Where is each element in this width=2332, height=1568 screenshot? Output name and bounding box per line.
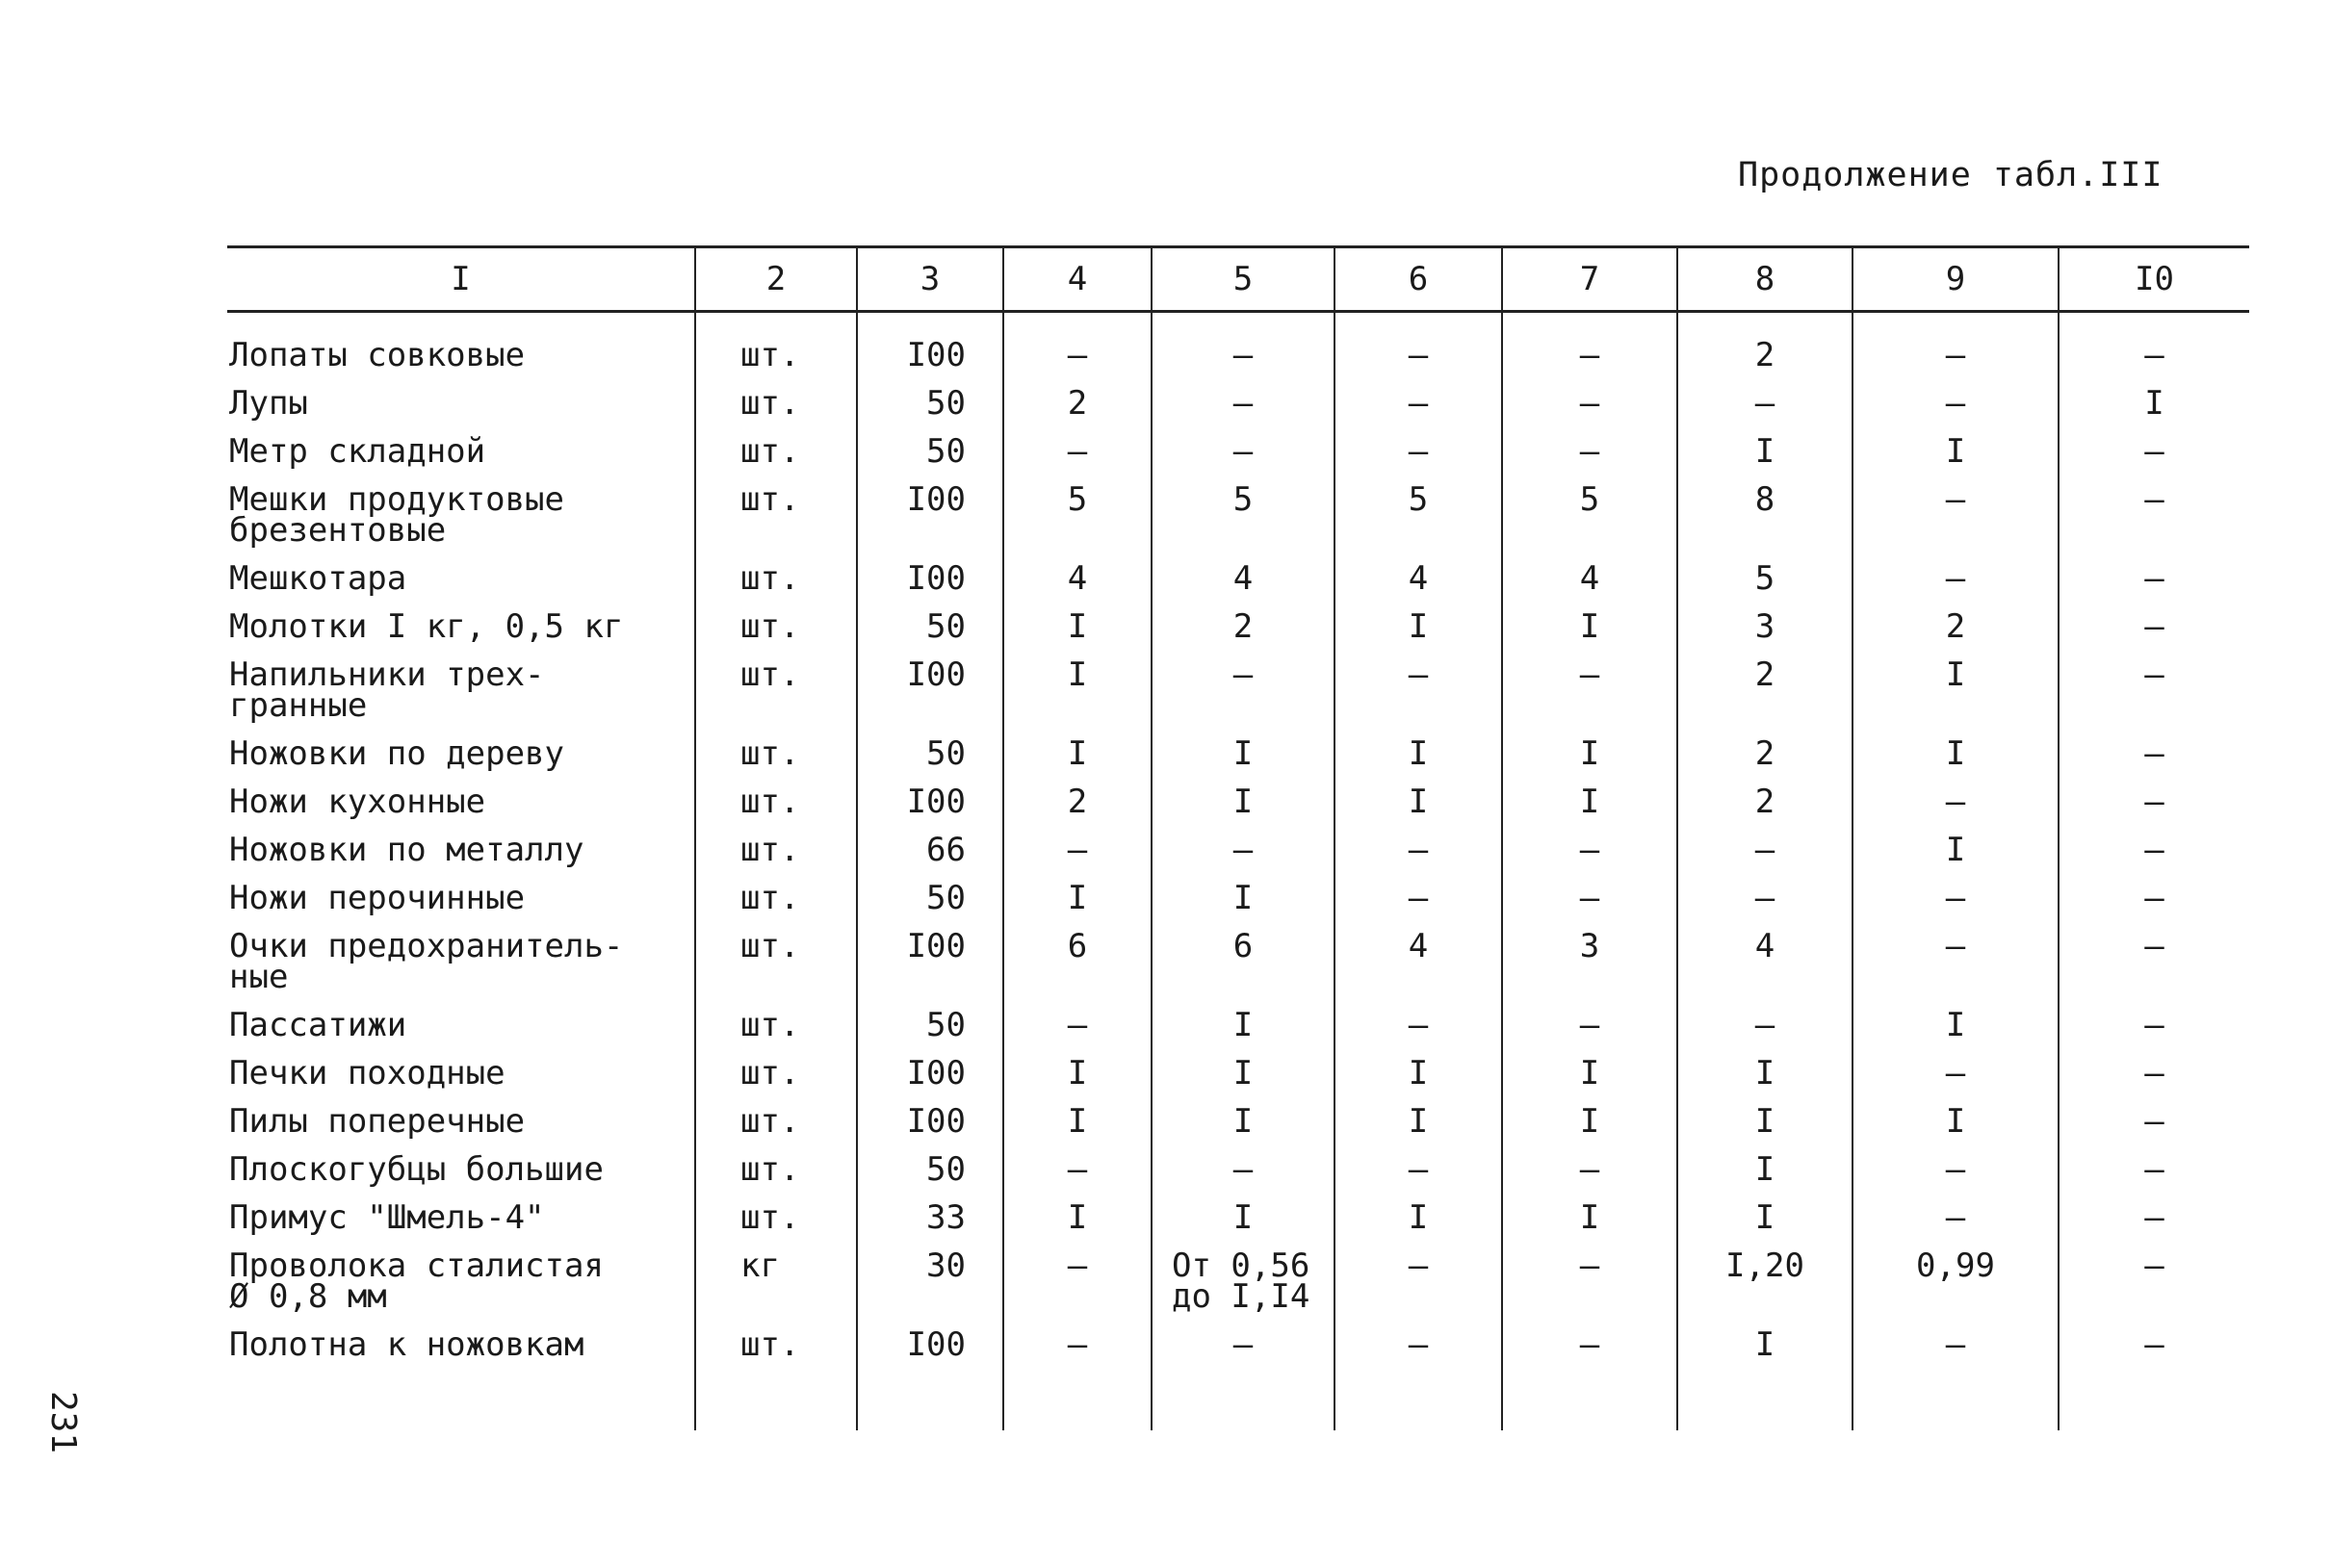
- quantity-cell: 50: [857, 436, 1003, 484]
- column-header-6: 6: [1334, 247, 1502, 312]
- table-row: [227, 883, 2249, 931]
- quantity-cell: 50: [857, 883, 1003, 931]
- value-cell-10: –: [2059, 563, 2249, 611]
- value-cell-9: 2: [1853, 611, 2059, 659]
- value-cell-7: –: [1502, 883, 1677, 931]
- value-cell-6: I: [1334, 1106, 1502, 1154]
- unit-cell: шт.: [695, 931, 857, 1010]
- item-name: Проволока сталистая Ø 0,8 мм: [229, 1247, 604, 1316]
- value-cell-6: –: [1334, 388, 1502, 436]
- item-name: Метр складной: [229, 432, 486, 471]
- value-cell-10: –: [2059, 1202, 2249, 1250]
- unit-cell: шт.: [695, 1154, 857, 1202]
- item-name: Полотна к ножовкам: [229, 1325, 584, 1364]
- empty-cell: [1334, 1377, 1502, 1430]
- value-cell-9: –: [1853, 1058, 2059, 1106]
- value-cell-8: 5: [1677, 563, 1853, 611]
- value-cell-9: –: [1853, 388, 2059, 436]
- value-cell-8: –: [1677, 883, 1853, 931]
- value-cell-4: I: [1003, 1202, 1152, 1250]
- quantity-cell: 50: [857, 1154, 1003, 1202]
- item-name: Лупы: [229, 384, 308, 423]
- item-name: Ножи перочинные: [229, 879, 526, 917]
- value-cell-5: I: [1152, 1202, 1334, 1250]
- value-cell-5: 4: [1152, 563, 1334, 611]
- value-cell-5: I: [1152, 786, 1334, 835]
- value-cell-10: –: [2059, 883, 2249, 931]
- value-cell-10: –: [2059, 835, 2249, 883]
- unit-cell: шт.: [695, 1202, 857, 1250]
- quantity-cell: 33: [857, 1202, 1003, 1250]
- value-cell-4: –: [1003, 835, 1152, 883]
- unit-cell: шт.: [695, 883, 857, 931]
- value-cell-10: I: [2059, 388, 2249, 436]
- unit-cell: шт.: [695, 659, 857, 738]
- empty-cell: [227, 1377, 695, 1430]
- value-cell-10: –: [2059, 1106, 2249, 1154]
- item-name: Мешки продуктовые брезентовые: [229, 480, 564, 550]
- table-row: [227, 931, 2249, 1010]
- unit-cell: шт.: [695, 312, 857, 389]
- value-cell-8: I: [1677, 1154, 1853, 1202]
- quantity-cell: I00: [857, 1329, 1003, 1377]
- value-cell-6: 4: [1334, 563, 1502, 611]
- empty-cell: [857, 1377, 1003, 1430]
- value-cell-8: –: [1677, 388, 1853, 436]
- value-cell-9: I: [1853, 659, 2059, 738]
- column-header-3: 3: [857, 247, 1003, 312]
- value-cell-4: –: [1003, 1250, 1152, 1329]
- value-cell-9: –: [1853, 1154, 2059, 1202]
- table-row: [227, 1058, 2249, 1106]
- value-cell-5: I: [1152, 1106, 1334, 1154]
- value-cell-6: –: [1334, 835, 1502, 883]
- value-cell-7: –: [1502, 835, 1677, 883]
- column-header-7: 7: [1502, 247, 1677, 312]
- column-header-1: I: [227, 247, 695, 312]
- value-cell-6: 4: [1334, 931, 1502, 1010]
- value-cell-7: I: [1502, 1106, 1677, 1154]
- quantity-cell: I00: [857, 312, 1003, 389]
- item-name: Ножовки по дереву: [229, 734, 564, 773]
- column-header-9: 9: [1853, 247, 2059, 312]
- table-row: [227, 563, 2249, 611]
- value-cell-10: –: [2059, 1329, 2249, 1377]
- quantity-cell: I00: [857, 1058, 1003, 1106]
- column-header-10: I0: [2059, 247, 2249, 312]
- value-cell-8: I,20: [1677, 1250, 1853, 1329]
- item-name: Напильники трех- гранные: [229, 655, 545, 725]
- value-cell-4: I: [1003, 738, 1152, 786]
- table-row: [227, 312, 2249, 389]
- value-cell-7: –: [1502, 1010, 1677, 1058]
- quantity-cell: 30: [857, 1250, 1003, 1329]
- value-cell-10: –: [2059, 436, 2249, 484]
- unit-cell: шт.: [695, 738, 857, 786]
- quantity-cell: I00: [857, 563, 1003, 611]
- item-name: Пассатижи: [229, 1006, 407, 1044]
- value-cell-9: 0,99: [1853, 1250, 2059, 1329]
- quantity-cell: 50: [857, 388, 1003, 436]
- unit-cell: шт.: [695, 1058, 857, 1106]
- column-header-5: 5: [1152, 247, 1334, 312]
- value-cell-8: 2: [1677, 659, 1853, 738]
- value-cell-7: –: [1502, 436, 1677, 484]
- value-cell-9: I: [1853, 1106, 2059, 1154]
- value-cell-7: I: [1502, 738, 1677, 786]
- unit-cell: шт.: [695, 436, 857, 484]
- value-cell-6: –: [1334, 1010, 1502, 1058]
- value-cell-4: I: [1003, 883, 1152, 931]
- value-cell-7: 4: [1502, 563, 1677, 611]
- value-cell-9: –: [1853, 931, 2059, 1010]
- unit-cell: шт.: [695, 835, 857, 883]
- value-cell-4: I: [1003, 1058, 1152, 1106]
- value-cell-6: I: [1334, 786, 1502, 835]
- value-cell-4: –: [1003, 1010, 1152, 1058]
- table-row: [227, 1154, 2249, 1202]
- table-row: [227, 436, 2249, 484]
- value-cell-7: –: [1502, 312, 1677, 389]
- value-cell-6: –: [1334, 883, 1502, 931]
- unit-cell: шт.: [695, 611, 857, 659]
- quantity-cell: 50: [857, 611, 1003, 659]
- value-cell-9: –: [1853, 1329, 2059, 1377]
- item-name: Ножовки по металлу: [229, 831, 584, 869]
- value-cell-6: –: [1334, 659, 1502, 738]
- value-cell-6: I: [1334, 1058, 1502, 1106]
- value-cell-7: I: [1502, 1202, 1677, 1250]
- unit-cell: шт.: [695, 1329, 857, 1377]
- value-cell-6: I: [1334, 1202, 1502, 1250]
- value-cell-9: –: [1853, 484, 2059, 563]
- value-cell-9: I: [1853, 1010, 2059, 1058]
- value-cell-5: От 0,56 до I,I4: [1152, 1250, 1334, 1329]
- value-cell-7: 3: [1502, 931, 1677, 1010]
- item-name: Молотки I кг, 0,5 кг: [229, 607, 624, 646]
- value-cell-6: I: [1334, 738, 1502, 786]
- value-cell-6: I: [1334, 611, 1502, 659]
- empty-cell: [1853, 1377, 2059, 1430]
- value-cell-5: I: [1152, 738, 1334, 786]
- value-cell-10: –: [2059, 786, 2249, 835]
- value-cell-9: –: [1853, 786, 2059, 835]
- value-cell-8: 4: [1677, 931, 1853, 1010]
- item-name: Примус "Шмель-4": [229, 1198, 545, 1237]
- quantity-cell: I00: [857, 484, 1003, 563]
- value-cell-8: I: [1677, 1202, 1853, 1250]
- value-cell-10: –: [2059, 659, 2249, 738]
- value-cell-10: –: [2059, 1058, 2249, 1106]
- value-cell-7: I: [1502, 786, 1677, 835]
- unit-cell: шт.: [695, 484, 857, 563]
- quantity-cell: I00: [857, 931, 1003, 1010]
- value-cell-5: 2: [1152, 611, 1334, 659]
- value-cell-7: –: [1502, 1250, 1677, 1329]
- value-cell-5: –: [1152, 312, 1334, 389]
- value-cell-8: I: [1677, 436, 1853, 484]
- table-row: [227, 1329, 2249, 1377]
- value-cell-10: –: [2059, 1010, 2249, 1058]
- item-name: Плоскогубцы большие: [229, 1150, 604, 1189]
- unit-cell: шт.: [695, 563, 857, 611]
- value-cell-8: 2: [1677, 786, 1853, 835]
- value-cell-7: –: [1502, 659, 1677, 738]
- header-row: [227, 247, 2249, 312]
- value-cell-5: I: [1152, 1058, 1334, 1106]
- value-cell-6: –: [1334, 436, 1502, 484]
- table-row: [227, 738, 2249, 786]
- value-cell-9: I: [1853, 738, 2059, 786]
- value-cell-9: I: [1853, 436, 2059, 484]
- value-cell-8: I: [1677, 1106, 1853, 1154]
- value-cell-6: –: [1334, 1154, 1502, 1202]
- table-row: [227, 611, 2249, 659]
- table-row: [227, 1202, 2249, 1250]
- empty-cell: [1003, 1377, 1152, 1430]
- value-cell-8: 2: [1677, 312, 1853, 389]
- quantity-cell: 50: [857, 738, 1003, 786]
- value-cell-8: –: [1677, 1010, 1853, 1058]
- value-cell-4: I: [1003, 1106, 1152, 1154]
- table-tail-spacer: [227, 1377, 2249, 1430]
- value-cell-6: –: [1334, 312, 1502, 389]
- value-cell-10: –: [2059, 1250, 2249, 1329]
- unit-cell: шт.: [695, 388, 857, 436]
- value-cell-4: –: [1003, 436, 1152, 484]
- value-cell-7: –: [1502, 1329, 1677, 1377]
- quantity-cell: 66: [857, 835, 1003, 883]
- value-cell-5: 5: [1152, 484, 1334, 563]
- value-cell-9: –: [1853, 312, 2059, 389]
- table-row: [227, 484, 2249, 563]
- value-cell-10: –: [2059, 738, 2249, 786]
- item-name: Печки походные: [229, 1054, 505, 1092]
- item-name: Мешкотара: [229, 559, 407, 598]
- value-cell-10: –: [2059, 484, 2249, 563]
- inventory-table: [227, 245, 2249, 1430]
- value-cell-4: –: [1003, 1329, 1152, 1377]
- value-cell-8: 3: [1677, 611, 1853, 659]
- value-cell-5: –: [1152, 835, 1334, 883]
- value-cell-8: I: [1677, 1329, 1853, 1377]
- quantity-cell: 50: [857, 1010, 1003, 1058]
- table-row: [227, 388, 2249, 436]
- value-cell-10: –: [2059, 611, 2249, 659]
- empty-cell: [1677, 1377, 1853, 1430]
- table-row: [227, 1250, 2249, 1329]
- value-cell-9: –: [1853, 563, 2059, 611]
- column-header-4: 4: [1003, 247, 1152, 312]
- quantity-cell: I00: [857, 1106, 1003, 1154]
- value-cell-4: –: [1003, 1154, 1152, 1202]
- empty-cell: [1152, 1377, 1334, 1430]
- value-cell-4: –: [1003, 312, 1152, 389]
- value-cell-7: I: [1502, 1058, 1677, 1106]
- column-header-2: 2: [695, 247, 857, 312]
- table-row: [227, 786, 2249, 835]
- value-cell-4: 4: [1003, 563, 1152, 611]
- value-cell-4: 5: [1003, 484, 1152, 563]
- item-name: Очки предохранитель- ные: [229, 927, 624, 996]
- value-cell-5: –: [1152, 388, 1334, 436]
- unit-cell: шт.: [695, 786, 857, 835]
- value-cell-6: 5: [1334, 484, 1502, 563]
- table-row: [227, 1010, 2249, 1058]
- value-cell-4: I: [1003, 659, 1152, 738]
- value-cell-9: –: [1853, 1202, 2059, 1250]
- table-caption: Продолжение табл.III: [1738, 156, 2164, 194]
- value-cell-7: 5: [1502, 484, 1677, 563]
- value-cell-6: –: [1334, 1250, 1502, 1329]
- value-cell-4: 2: [1003, 786, 1152, 835]
- unit-cell: шт.: [695, 1106, 857, 1154]
- value-cell-8: 2: [1677, 738, 1853, 786]
- table-row: [227, 835, 2249, 883]
- page-number: 231: [43, 1391, 83, 1454]
- column-header-8: 8: [1677, 247, 1853, 312]
- value-cell-6: –: [1334, 1329, 1502, 1377]
- value-cell-5: –: [1152, 1329, 1334, 1377]
- unit-cell: шт.: [695, 1010, 857, 1058]
- item-name: Пилы поперечные: [229, 1102, 526, 1141]
- value-cell-9: –: [1853, 883, 2059, 931]
- quantity-cell: I00: [857, 786, 1003, 835]
- table-body: [227, 312, 2249, 1431]
- empty-cell: [2059, 1377, 2249, 1430]
- value-cell-5: –: [1152, 1154, 1334, 1202]
- value-cell-10: –: [2059, 1154, 2249, 1202]
- value-cell-5: –: [1152, 659, 1334, 738]
- quantity-cell: I00: [857, 659, 1003, 738]
- table-row: [227, 1106, 2249, 1154]
- value-cell-8: I: [1677, 1058, 1853, 1106]
- value-cell-5: –: [1152, 436, 1334, 484]
- item-name: Ножи кухонные: [229, 783, 486, 821]
- value-cell-9: I: [1853, 835, 2059, 883]
- value-cell-4: 6: [1003, 931, 1152, 1010]
- empty-cell: [1502, 1377, 1677, 1430]
- value-cell-7: –: [1502, 388, 1677, 436]
- value-cell-7: –: [1502, 1154, 1677, 1202]
- table-row: [227, 659, 2249, 738]
- value-cell-5: 6: [1152, 931, 1334, 1010]
- value-cell-8: –: [1677, 835, 1853, 883]
- item-name: Лопаты совковые: [229, 336, 526, 374]
- value-cell-4: I: [1003, 611, 1152, 659]
- unit-cell: кг: [695, 1250, 857, 1329]
- value-cell-7: I: [1502, 611, 1677, 659]
- value-cell-4: 2: [1003, 388, 1152, 436]
- value-cell-10: –: [2059, 931, 2249, 1010]
- value-cell-8: 8: [1677, 484, 1853, 563]
- value-cell-5: I: [1152, 1010, 1334, 1058]
- value-cell-10: –: [2059, 312, 2249, 389]
- empty-cell: [695, 1377, 857, 1430]
- value-cell-5: I: [1152, 883, 1334, 931]
